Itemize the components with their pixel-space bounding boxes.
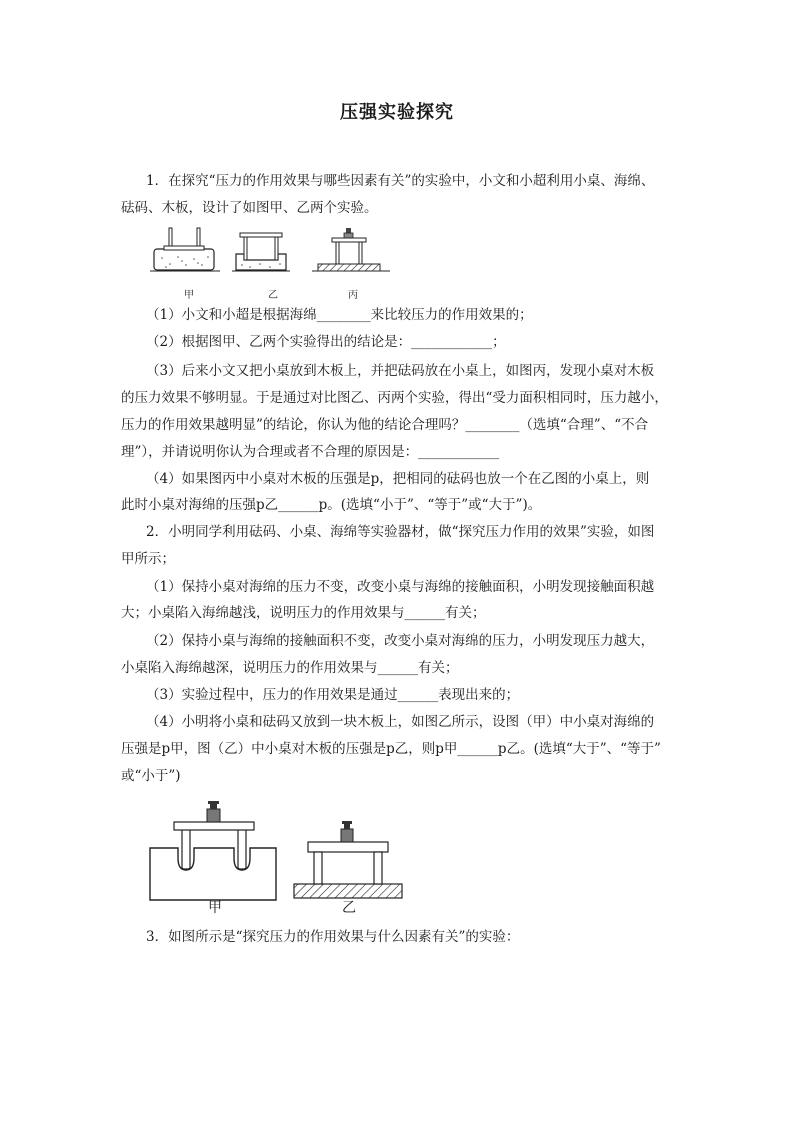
q2-fig-label-jia: 甲 (208, 900, 222, 916)
q2-sub-3: （3）实验过程中，压力的作用效果是通过______表现出来的； (146, 687, 520, 703)
q2-sub-1-line-2: 大；小桌陷入海绵越浅，说明压力的作用效果与______有关； (121, 605, 486, 621)
q1-fig-yi (232, 233, 290, 271)
q2-sub-4-line-3: 或“小于”) (121, 768, 181, 784)
q1-fig-jia (150, 228, 220, 271)
q1-sub-3-line-4: 理”），并请说明你认为合理或者不合理的原因是：____________ (121, 444, 500, 460)
q1-sub-4-line-1: （4）如果图丙中小桌对木板的压强是p，把相同的砝码也放一个在乙图的小桌上，则 (146, 471, 650, 487)
q2-fig-label-yi: 乙 (342, 900, 356, 916)
q2-intro-line-1: 2．小明同学利用砝码、小桌、海绵等实验器材，做“探究压力作用的效果”实验，如图 (146, 524, 655, 540)
q2-sub-4-line-1: （4）小明将小桌和砝码又放到一块木板上，如图乙所示，设图（甲）中小桌对海绵的 (146, 714, 655, 730)
q2-sub-1-line-1: （1）保持小桌对海绵的压力不变，改变小桌与海绵的接触面积，小明发现接触面积越 (146, 579, 655, 595)
q1-fig-label-bing: 丙 (348, 290, 358, 301)
q1-sub-1: （1）小文和小超是根据海绵________来比较压力的作用效果的； (146, 307, 533, 323)
q2-figure (148, 796, 408, 904)
q1-intro-line-1: 1．在探究“压力的作用效果与哪些因素有关”的实验中，小文和小超利用小桌、海绵、 (146, 173, 655, 189)
q1-sub-4-line-2: 此时小桌对海绵的压强p乙______p。(选填“小于”、“等于”或“大于”)。 (121, 497, 542, 513)
q1-sub-3-line-2: 的压力效果不够明显。于是通过对比图乙、丙两个实验，得出“受力面积相同时，压力越小， (121, 390, 668, 406)
q1-sub-3-line-1: （3）后来小文又把小桌放到木板上，并把砝码放在小桌上，如图丙，发现小桌对木板 (146, 363, 655, 379)
q1-intro-line-2: 砝码、木板，设计了如图甲、乙两个实验。 (121, 200, 378, 216)
q2-sub-2-line-2: 小桌陷入海绵越深，说明压力的作用效果与______有关； (121, 660, 459, 676)
q1-fig-label-yi: 乙 (268, 290, 278, 301)
q1-sub-2: （2）根据图甲、乙两个实验得出的结论是：____________； (146, 334, 506, 350)
q1-fig-bing (312, 228, 390, 271)
q3-intro-line-1: 3．如图所示是“探究压力的作用效果与什么因素有关”的实验： (146, 929, 520, 945)
page-title: 压强实验探究 (340, 102, 454, 123)
q2-sub-4-line-2: 压强是p甲，图（乙）中小桌对木板的压强是p乙，则p甲______p乙。(选填“大于”、“等于” (121, 741, 661, 757)
q1-fig-label-jia: 甲 (184, 290, 194, 301)
q2-fig-jia (150, 801, 276, 900)
q2-sub-2-line-1: （2）保持小桌与海绵的接触面积不变，改变小桌对海绵的压力，小明发现压力越大， (146, 633, 655, 649)
q1-sub-3-line-3: 压力的作用效果越明显”的结论，你认为他的结论合理吗？________（选填“合理”、“不合 (121, 417, 649, 433)
q2-intro-line-2: 甲所示； (121, 551, 175, 567)
q2-fig-yi (294, 821, 402, 898)
